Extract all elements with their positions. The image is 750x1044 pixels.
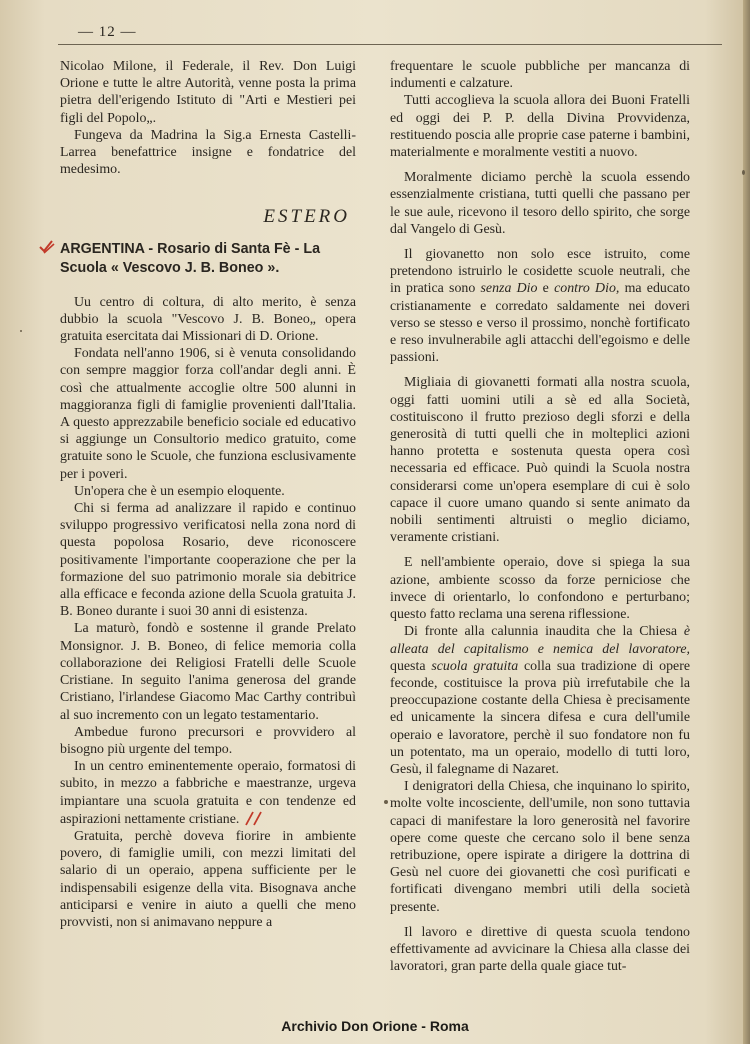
- section-title-estero: ESTERO: [263, 206, 350, 228]
- paragraph: Uu centro di coltura, di alto merito, è senza dubbio la scuola "Vescovo J. B. Boneo„ opera gratuita esercitata dai Missionari di D. Orione.: [60, 294, 356, 345]
- paragraph: frequentare le scuole pubbliche per mancanza di indumenti e calzature.: [390, 59, 690, 92]
- paragraph: Nicolao Milone, il Federale, il Rev. Don Luigi Orione e tutte le altre Autorità, venne posta la prima pietra dell'erigendo Istituto di "Arti e Mestieri pei figli del Popolo„.: [60, 59, 356, 126]
- paper-speck: [20, 330, 22, 332]
- paper-speck: [742, 170, 745, 175]
- paragraph: E nell'ambiente operaio, dove si spiega la sua azione, ambiente scosso da forze perniciose che invece di orientarlo, lo confondono e perturbano; questo fatto reclama una serena riflessione.: [390, 555, 690, 623]
- archive-footer: Archivio Don Orione - Roma: [281, 1018, 469, 1034]
- text-run: e: [537, 281, 555, 297]
- paragraph: Ambedue furono precursori e provvidero al bisogno più urgente del tempo.: [60, 724, 356, 757]
- paragraph: Il lavoro e direttive di questa scuola tendono effettivamente ad avvicinare la Chiesa alla classe dei lavoratori, gran parte della quale giace tut-: [390, 924, 690, 975]
- page-edge-shadow: [743, 0, 750, 1044]
- paragraph: Fondata nell'anno 1906, si è venuta consolidando con sempre maggior forza coll'andar degli anni. È così che attualmente accoglie oltre 500 alunni in maggioranza figli di famiglie provenienti dall'Italia. A questo apprezzabile beneficio sociale ed educativo si aggiunge un Consultorio medico gratuito, come gratuite sono le Scuole, che funziona esclusivamente per i poveri.: [60, 346, 356, 482]
- text-run: ma educato cristianamente e corredato saldamente nei doveri verso se stesso e verso il prossimo, nonchè fortificato e reso invulnerabile agli attacchi dell'egoismo e delle passioni.: [390, 281, 690, 366]
- article-heading-text: ARGENTINA - Rosario di Santa Fè - La Scuola « Vescovo J. B. Boneo ».: [60, 240, 321, 276]
- paragraph: La maturò, fondò e sostenne il grande Prelato Monsignor. J. B. Boneo, di felice memoria colla collaborazione dei Religiosi Fratelli delle Scuole Cristiane. In seguito l'anima generosa del grande Cristiano, l'irlandese Giacomo Mac Carthy contribuì al suo incremento con un legato testamentario.: [60, 621, 356, 723]
- paragraph: [390, 623, 690, 778]
- left-column: [60, 58, 356, 931]
- emphasis: è alleata del capitalismo e nemica del lavoratore,: [390, 624, 690, 657]
- right-column: [390, 58, 690, 975]
- paragraph: Moralmente diciamo perchè la scuola essendo essenzialmente cristiana, tutti quelli che passano per le sue aule, ricevono il tesoro dello spirito, che sorge dal Vangelo di Gesù.: [390, 170, 690, 237]
- pencil-check-mark-icon: [38, 238, 58, 256]
- pencil-slash-mark-icon: [243, 810, 267, 826]
- paragraph: Fungeva da Madrina la Sig.a Ernesta Castelli-Larrea benefattrice insigne e fondatrice del medesimo.: [60, 127, 356, 178]
- emphasis: scuola gratuita: [431, 658, 519, 674]
- paragraph: Gratuita, perchè doveva fiorire in ambiente povero, di famiglie umili, con mezzi limitati del salario di un operaio, appena sufficiente per le indispensabili esigenze della vita. Bisognava anche anticiparsi e venire in aiuto a quelli che meno provvisti, non si animavano neppure a: [60, 828, 356, 930]
- article-heading: [60, 240, 356, 278]
- paragraph: Tutti accoglieva la scuola allora dei Buoni Fratelli ed oggi dei P. P. della Divina Provvidenza, restituendo poscia alle proprie case paterne i bambini, materialmente e moralmente vestiti a nuovo.: [390, 93, 690, 161]
- paragraph: [60, 758, 356, 828]
- text-run: Il giovanetto non solo esce istruito, come pretendono istruirlo le cosidette scuole neutrali, che in pratica sono: [390, 247, 690, 297]
- text-run: questa: [390, 658, 432, 674]
- paragraph: Un'opera che è un esempio eloquente.: [74, 483, 285, 499]
- paragraph: Chi si ferma ad analizzare il rapido e continuo sviluppo progressivo verificatosi nella zona nord di questa popolosa Rosario, deve riconoscere positivamente l'importante cooperazione che per la formazione del suo patrimonio morale sia debitrice alla efficace e feconda azione della Scuola gratuita J. B. Boneo durante i suoi 30 anni di esistenza.: [60, 501, 356, 620]
- emphasis: senza Dio: [480, 281, 538, 297]
- emphasis: contro Dio,: [554, 281, 620, 297]
- paragraph: [390, 246, 690, 366]
- text-run: colla sua tradizione di opere feconde, costituisce la prova più irrefutabile che la preoccupazione costante della Chiesa è precisamente ed unicamente la sincera difesa e cura dell'umile operaio e lavoratore, perchè il suo fondatore non fu un potentato, ma un operaio, modello di tutti loro, Gesù, il falegname di Nazaret.: [390, 658, 690, 777]
- text-run: Di fronte alla calunnia inaudita che la Chiesa: [404, 624, 684, 640]
- header-rule: [58, 44, 722, 45]
- page-number: — 12 —: [78, 24, 137, 40]
- paragraph: Migliaia di giovanetti formati alla nostra scuola, oggi fatti uomini utili a sè ed alla Società, costituiscono il frutto prezioso degli sforzi e della generosità di tutti quelli che in molteplici azioni hanno protetta e sostenuta questa opera così necessaria ed efficace. Può quindi la Scuola nostra considerarsi come un'opera esemplare di cui è solo capace il cuore umano quando si sente animato da nobili sentimenti altruisti o meglio diciamo, veramente cristiani.: [390, 375, 690, 546]
- paragraph: I denigratori della Chiesa, che inquinano lo spirito, molte volte incosciente, dell'umile, non sono tuttavia capaci di manifestare la loro generosità nel favorire opere come queste che cercano solo il bene senza retribuzione, opere ispirate a dirigere la dottrina di Gesù nel cuore dei giovanetti che così purificati e fortificati divengano membri utili della società presente.: [390, 779, 690, 915]
- paragraph-text: In un centro eminentemente operaio, formatosi di subito, in mezzo a fabbriche e maestranze, urgeva impiantare una scuola gratuita e con tendenze ed aspirazioni nettamente cristiane.: [60, 759, 356, 827]
- paper-speck: [384, 800, 388, 804]
